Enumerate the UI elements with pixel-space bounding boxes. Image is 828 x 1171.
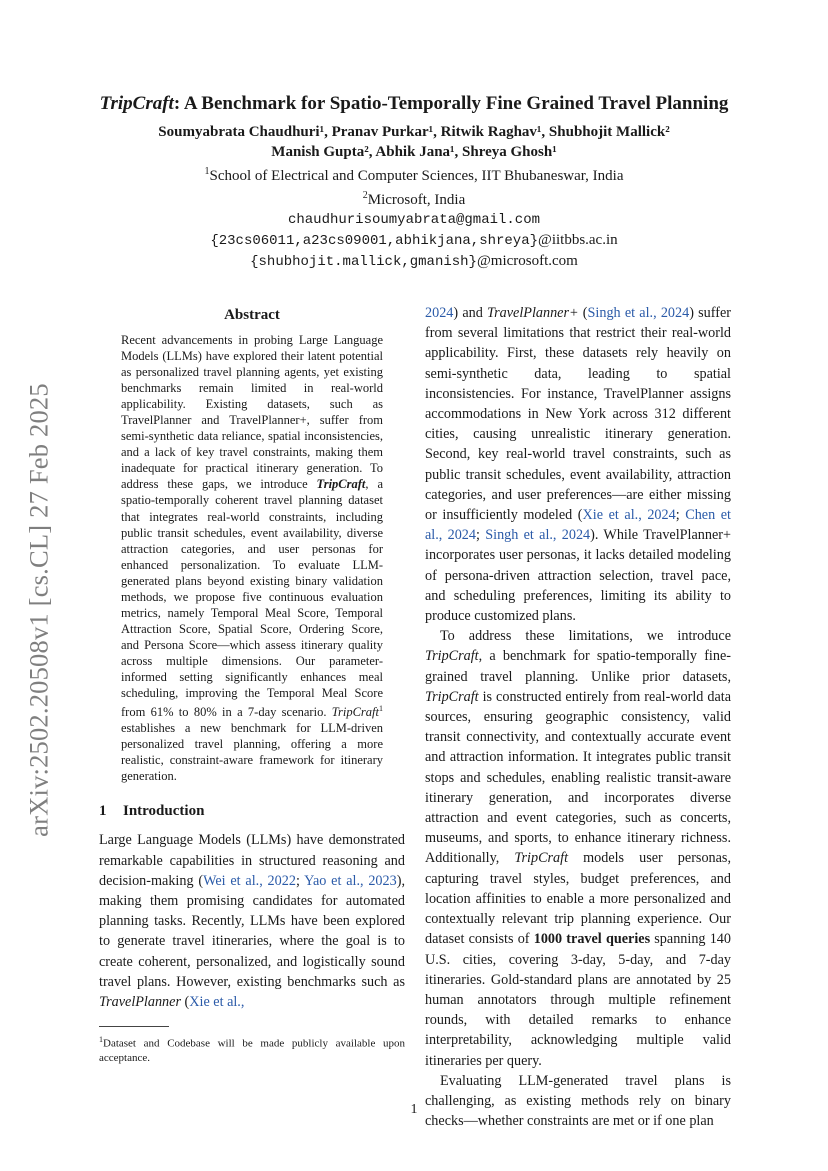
- citation-link[interactable]: Xie et al.,: [189, 994, 245, 1011]
- affiliation-2-mark: 2: [362, 190, 368, 201]
- citation-link[interactable]: Xie et al., 2024: [582, 507, 676, 524]
- section-number: 1: [99, 803, 107, 820]
- title-rest: : A Benchmark for Spatio-Temporally Fine Grained Travel Planning: [173, 93, 729, 114]
- paper-header: [98, 92, 730, 272]
- author-line-1: Soumyabrata Chaudhuri¹, Pranav Purkar¹, Ritwik Raghav¹, Shubhojit Mallick²: [158, 124, 670, 140]
- intro-paragraph-1-continued: 2024) and TravelPlanner+ (Singh et al., 2024) suffer from several limitations that restrict their real-world applicability. First, these datasets rely heavily on semi-synthetic data, leading to spatial inconsistencies. For instance, TravelPlanner assigns accommodations in New York across 312 different cities, causing unrealistic itinerary generation. Second, key real-world travel constraints, such as public transit schedules, event availability, attraction categories, and user preferences—are either missing or insufficiently modeled (Xie et al., 2024; Chen et al., 2024; Singh et al., 2024). While TravelPlanner+ incorporates user personas, it lacks detailed modeling of persona-driven attraction selection, travel pace, and scheduling preferences, limiting its ability to produce customized plans.: [425, 305, 731, 625]
- intro-text: ) suffer from several limitations that restrict their real-world applicability. First, these datasets rely heavily on semi-synthetic data, leading to spatial inconsistencies. For instance, TravelPlanner assigns accommodations in New York across 312 different cities, causing unrealistic itinerary generation. Second, key real-world travel constraints, such as public transit schedules, event availability, attraction categories, and user preferences—are either missing or insufficiently modeled (: [425, 305, 731, 524]
- section-title: Introduction: [123, 803, 205, 820]
- paper-title: [98, 92, 730, 116]
- email-3[interactable]: [98, 251, 730, 272]
- intro-text: ), making them promising candidates for automated planning tasks. Recently, LLMs have been explored to generate travel itineraries, where the goal is to create coherent, personalized, and logistically sound travel plans. However, existing benchmarks such as: [99, 872, 405, 990]
- author-line-2: Manish Gupta², Abhik Jana¹, Shreya Ghosh¹: [271, 144, 557, 160]
- email-3-user: {shubhojit.mallick,gmanish}: [250, 254, 477, 270]
- abstract-heading: Abstract: [224, 307, 280, 323]
- email-3-domain: @microsoft.com: [476, 253, 578, 269]
- right-column: [425, 303, 731, 1131]
- email-2-user: {23cs06011,a23cs09001,abhikjana,shreya}: [210, 233, 538, 249]
- footnote-ref[interactable]: 1: [379, 704, 383, 714]
- title-name: TripCraft: [99, 93, 174, 114]
- tripcraft-name: TripCraft: [425, 648, 479, 665]
- intro-text: , a benchmark for spatio-temporally fine-grained travel planning. Unlike prior datasets,: [425, 648, 731, 685]
- citation-link[interactable]: Wei et al., 2022: [203, 872, 296, 889]
- citation-separator: ;: [295, 872, 305, 889]
- intro-text: ). While TravelPlanner+ incorporates user personas, it lacks detailed modeling of persona-driven attraction selection, travel pace, and scheduling preferences, limiting its ability to produce customized plans.: [425, 527, 731, 625]
- abstract-part-2: , a spatio-temporally coherent travel planning dataset that integrates real-world constraints, including public transit schedules, event availability, diverse attraction categories, and user personas for enhanced personalization. To evaluate LLM-generated plans beyond existing binary validation methods, we propose five continuous evaluation metrics, namely Temporal Meal Score, Temporal Attraction Score, Spatial Score, Ordering Score, and Persona Score—which assess itinerary quality across multiple dimensions. Our parameter-informed setting significantly enhances meal scheduling, improving the Temporal Meal Score from 61% to 80% in a 7-day scenario.: [121, 477, 383, 720]
- abstract-part-1: Recent advancements in probing Large Language Models (LLMs) have explored their latent potential as personalized travel planning agents, yet existing benchmarks remain limited in real-world applicability. Existing datasets, such as TravelPlanner and TravelPlanner+, suffer from semi-synthetic data reliance, spatial inconsistencies, and a lack of key travel constraints, making them inadequate for practical itinerary generation. To address these gaps, we introduce: [121, 333, 383, 492]
- bold-query-count: 1000 travel queries: [533, 931, 651, 948]
- left-column: [99, 303, 405, 1065]
- intro-text: To address these limitations, we introduce: [440, 628, 731, 645]
- affiliation-1-text: School of Electrical and Computer Sciences, IIT Bhubaneswar, India: [209, 168, 624, 184]
- abstract-body: [121, 332, 383, 784]
- tripcraft-name: TripCraft: [514, 850, 569, 867]
- affiliation-1-mark: 1: [204, 166, 210, 177]
- citation-link[interactable]: Chen et al., 2024: [425, 507, 731, 544]
- intro-text: is constructed entirely from real-world data sources, ensuring geographic consistency, valid transit connectivity, and contextually accurate event and attraction information. It integrates public transit stops and schedules, enabling realistic transit-aware itinerary generation, and incorporates diverse attraction and event categories, such as concerts, museums, and sports, to enhance itinerary richness. Additionally,: [425, 688, 731, 867]
- citation-link[interactable]: Singh et al., 2024: [485, 527, 591, 544]
- author-list: [98, 122, 730, 162]
- tripcraft-name: TripCraft: [425, 688, 479, 705]
- affiliation-2: [98, 186, 730, 210]
- arxiv-identifier: [14, 360, 64, 860]
- intro-text: spanning 140 U.S. cities, covering 3-day, 5-day, and 7-day itineraries. Gold-standard plans are annotated by 25 human annotators through multiple refinement rounds, with detailed remarks to enhance interpretability, acknowledging multiple valid itineraries per query.: [425, 931, 731, 1069]
- intro-paragraph-3: Evaluating LLM-generated travel plans is challenging, as existing methods rely on binary checks—whether constraints are met or if one plan: [425, 1072, 731, 1130]
- arxiv-identifier-text: arXiv:2502.20508v1 [cs.CL] 27 Feb 2025: [23, 383, 54, 837]
- intro-text: Large Language Models (LLMs) have demonstrated remarkable capabilities in structured reasoning and decision-making (: [99, 832, 405, 889]
- affiliation-1: [98, 162, 730, 186]
- intro-text: ) and: [453, 305, 488, 321]
- intro-text: models user personas, capturing travel styles, budget preferences, and location affinities to enable a more personalized and contextually relevant trip planning experience. Our dataset consists of: [425, 850, 731, 948]
- footnote: [99, 1033, 405, 1065]
- abstract-tripcraft-2: TripCraft: [331, 705, 379, 720]
- citation-link[interactable]: Yao et al., 2023: [304, 872, 397, 889]
- page-number: 1: [410, 1102, 418, 1117]
- footnote-text: Dataset and Codebase will be made publicly available upon acceptance.: [99, 1037, 405, 1064]
- citation-link[interactable]: Singh et al., 2024: [587, 305, 690, 321]
- affiliation-2-text: Microsoft, India: [367, 192, 466, 208]
- abstract-part-3: establishes a new benchmark for LLM-driven personalized travel planning, offering a more realistic, constraint-aware framework for itinerary generation.: [121, 721, 383, 784]
- email-2[interactable]: [98, 230, 730, 251]
- footnote-divider: [99, 1026, 169, 1027]
- abstract-tripcraft-1: TripCraft: [316, 477, 366, 492]
- travelplanner-plus-name: TravelPlanner+: [487, 305, 579, 321]
- section-heading-introduction: [99, 803, 405, 820]
- travelplanner-name: TravelPlanner: [99, 994, 181, 1011]
- footnote-mark: 1: [99, 1035, 103, 1045]
- email-1[interactable]: chaudhurisoumyabrata@gmail.com: [287, 212, 541, 228]
- email-2-domain: @iitbbs.ac.in: [538, 232, 618, 248]
- intro-paragraph-2: [425, 626, 731, 1070]
- citation-link[interactable]: 2024: [425, 305, 454, 321]
- intro-paragraph-1-start: Large Language Models (LLMs) have demonstrated remarkable capabilities in structured reasoning and decision-making (Wei et al., 2022; Yao et al., 2023), making them promising candidates for automated planning tasks. Recently, LLMs have been explored to generate travel itineraries, where the goal is to create coherent, personalized, and logistically sound travel plans. However, existing benchmarks such as TravelPlanner (Xie et al.,: [99, 832, 405, 1011]
